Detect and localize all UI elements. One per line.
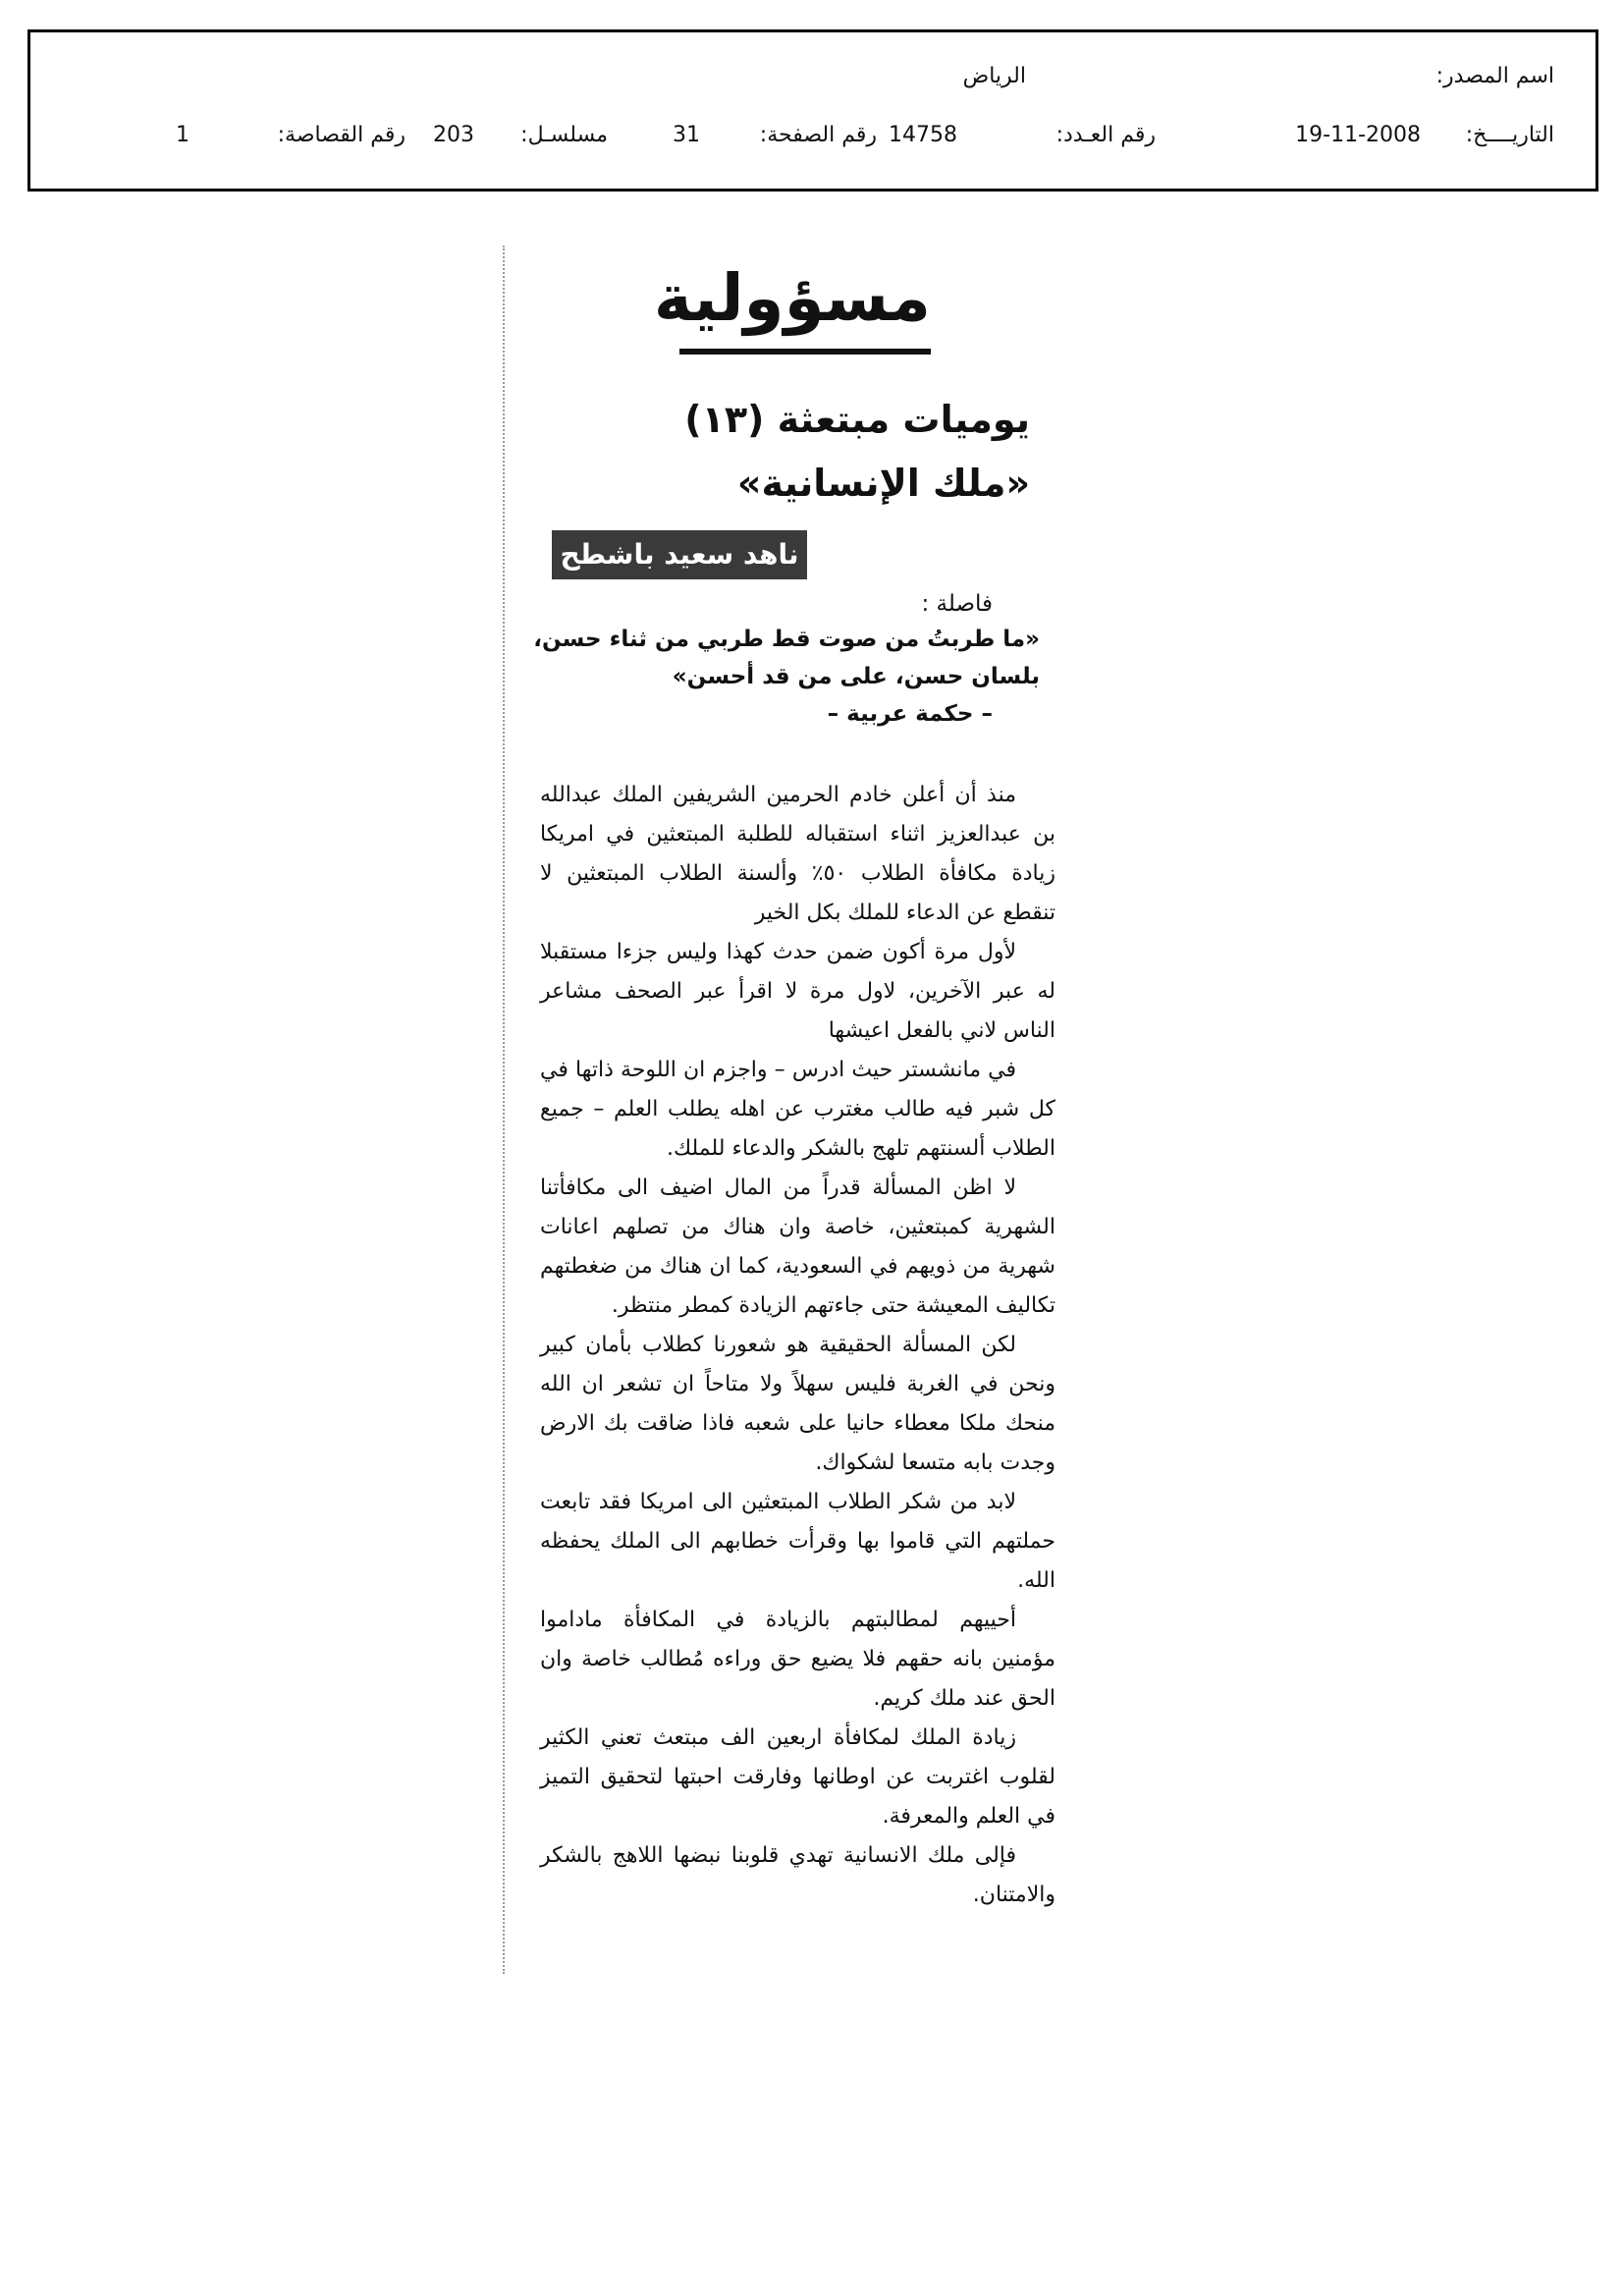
- article-paragraph: أحييهم لمطالبتهم بالزيادة في المكافأة ماداموا مؤمنين بانه حقهم فلا يضيع حق وراءه مُطالب خاصة وان الحق عند ملك كريم.: [540, 1608, 1055, 1711]
- page-label: رقم الصفحة:: [759, 123, 877, 147]
- epigraph-line: بلسان حسن، على من قد أحسن»: [672, 664, 1040, 689]
- article-paragraph: لا اظن المسألة قدراً من المال اضيف الى مكافأتنا الشهرية كمبتعثين، خاصة وان هناك من تصلهم اعانات شهرية من ذويهم في السعودية، كما ان هناك من ضغطتهم تكاليف المعيشة حتى جاءتهم الزيادة كمطر منتظر.: [540, 1175, 1055, 1318]
- date-label: التاريــــخ:: [1465, 123, 1554, 147]
- source-label: اسم المصدر:: [1435, 64, 1554, 88]
- epigraph-label: فاصلة :: [921, 591, 993, 617]
- serial-value: 203: [433, 123, 474, 147]
- article-paragraph: في مانشستر حيث ادرس – واجزم ان اللوحة ذاتها في كل شبر فيه طالب مغترب عن اهله يطلب العلم – جميع الطلاب ألسنتهم تلهج بالشكر والدعاء للملك.: [540, 1058, 1055, 1161]
- clipping-metadata-box: [27, 29, 1598, 191]
- clip-label: رقم القصاصة:: [277, 123, 406, 147]
- epigraph-line: «ما طربتُ من صوت قط طربي من ثناء حسن،: [533, 627, 1040, 652]
- page-value: 31: [673, 123, 700, 147]
- article-paragraph: لأول مرة أكون ضمن حدث كهذا وليس جزءا مستقبلا له عبر الآخرين، لاول مرة لا اقرأ عبر الصحف مشاعر الناس لاني بالفعل اعيشها: [540, 940, 1055, 1043]
- serial-label: مسلسـل:: [520, 123, 608, 147]
- article-body: [540, 776, 1055, 1915]
- date-value: 19-11-2008: [1295, 123, 1421, 147]
- article-headline: يوميات مبتعثة (١٣): [684, 398, 1030, 441]
- section-underline: [679, 349, 931, 355]
- column-divider: [503, 246, 505, 1974]
- article-paragraph: زيادة الملك لمكافأة اربعين الف مبتعث تعني الكثير لقلوب اغتربت عن اوطانها وفارقت احبتها لتحقيق التميز في العلم والمعرفة.: [540, 1725, 1055, 1829]
- author-byline: ناهد سعيد باشطح: [552, 530, 807, 579]
- epigraph-source: – حكمة عربية –: [827, 701, 993, 727]
- issue-value: 14758: [889, 123, 957, 147]
- source-value: الرياض: [962, 64, 1026, 88]
- issue-label: رقم العـدد:: [1055, 123, 1156, 147]
- article-paragraph: منذ أن أعلن خادم الحرمين الشريفين الملك عبدالله بن عبدالعزيز اثناء استقباله للطلبة المبتعثين في امريكا زيادة مكافأة الطلاب ٥٠٪ وألسنة الطلاب المبتعثين لا تنقطع عن الدعاء للملك بكل الخير: [540, 783, 1055, 925]
- article-paragraph: لابد من شكر الطلاب المبتعثين الى امريكا فقد تابعت حملتهم التي قاموا بها وقرأت خطابهم الى الملك يحفظه الله.: [540, 1490, 1055, 1593]
- epigraph: [529, 587, 1040, 733]
- article-subheadline: «ملك الإنسانية»: [736, 462, 1030, 505]
- article-paragraph: فإلى ملك الانسانية تهدي قلوبنا نبضها اللاهج بالشكر والامتنان.: [540, 1843, 1055, 1907]
- section-title: مسؤولية: [653, 260, 931, 336]
- article-paragraph: لكن المسألة الحقيقية هو شعورنا كطلاب بأمان كبير ونحن في الغربة فليس سهلاً ولا متاحاً ان تشعر ان الله منحك ملكا معطاء حانيا على شعبه فاذا ضاقت بك الارض وجدت بابه متسعا لشكواك.: [540, 1333, 1055, 1475]
- clip-value: 1: [176, 123, 189, 147]
